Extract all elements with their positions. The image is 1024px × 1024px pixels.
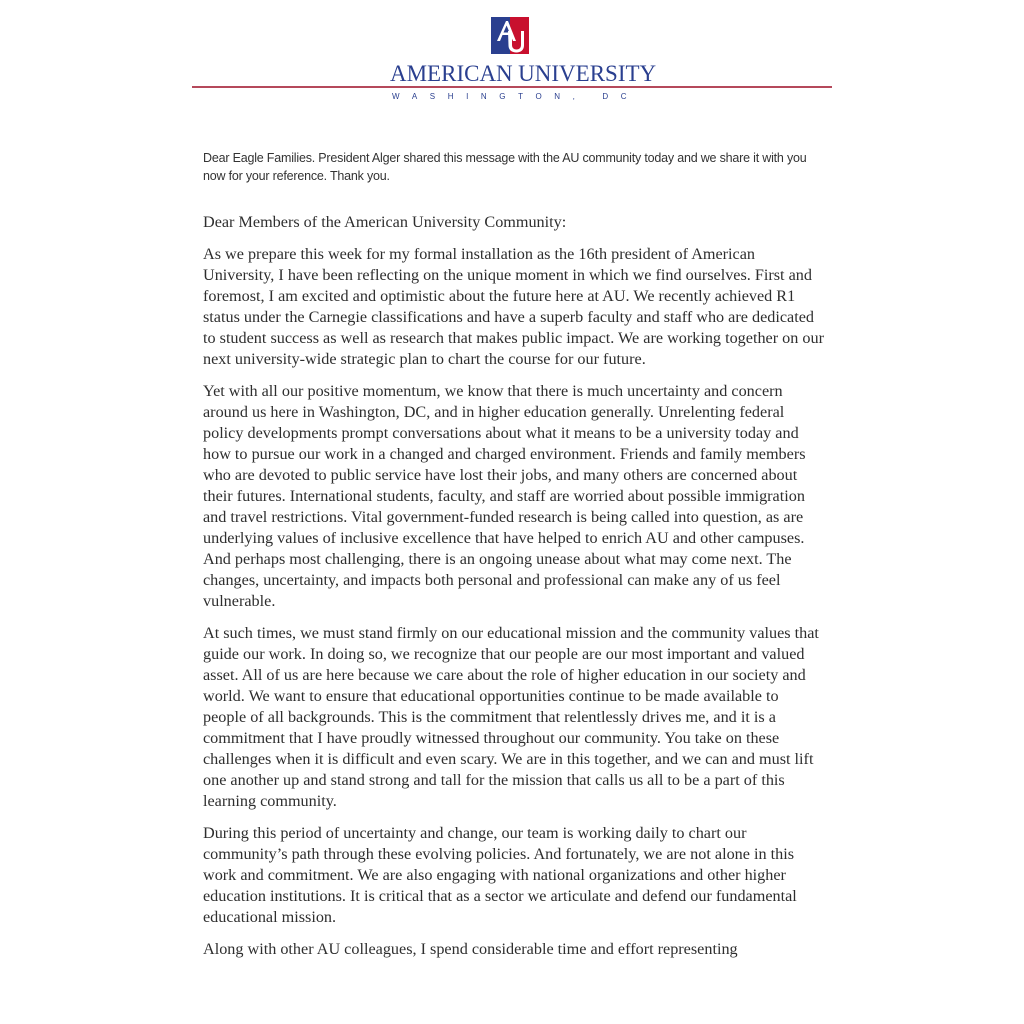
- wordmark-first: AMERICAN: [390, 61, 513, 86]
- university-wordmark: [390, 61, 657, 86]
- letter-paragraph: At such times, we must stand firmly on our educational mission and the community values that guide our work. In doing so, we recognize that our people are our most important and valued asset. All of us are here because we care about the role of higher education in our society and world. We want to ensure that educational opportunities continue to be made available to people of all backgrounds. This is the commitment that relentlessly drives me, and it is a commitment that I have proudly witnessed throughout our community. You take on these challenges when it is difficult and even scary. We are in this together, and we can and must lift one another up and stand strong and tall for the mission that calls us all to be a part of this learning community.: [203, 624, 819, 810]
- letter-greeting: Dear Members of the American University Community:: [203, 213, 567, 231]
- au-monogram-icon: [491, 17, 529, 54]
- letter-paragraph: Yet with all our positive momentum, we know that there is much uncertainty and concern around us here in Washington, DC, and in higher education generally. Unrelenting federal policy developments prompt conversations about what it means to be a university today and how to pursue our work in a changed and charged environment. Friends and family members who are devoted to public service have lost their jobs, and many others are concerned about their futures. International students, faculty, and staff are worried about possible immigration and travel restrictions. Vital government-funded research is being called into question, as are underlying values of inclusive excellence that have helped to enrich AU and other campuses. And perhaps most challenging, there is an ongoing unease about what may come next. The changes, uncertainty, and impacts both personal and professional can make any of us feel vulnerable.: [203, 382, 806, 610]
- intro-note: Dear Eagle Families. President Alger shared this message with the AU community today and we share it with you now for your reference. Thank you.: [203, 151, 807, 183]
- letter-paragraph: During this period of uncertainty and change, our team is working daily to chart our community’s path through these evolving policies. And fortunately, we are not alone in this work and commitment. We are also engaging with national organizations and other higher education institutions. It is critical that as a sector we articulate and defend our fundamental educational mission.: [203, 824, 797, 926]
- letter-body: [203, 212, 825, 971]
- location-subline: WASHINGTON, DC: [392, 92, 640, 101]
- wordmark-second: UNIVERSITY: [518, 61, 657, 86]
- header: [0, 0, 1024, 110]
- letter-paragraph: Along with other AU colleagues, I spend considerable time and effort representing: [203, 940, 738, 958]
- header-divider: [192, 86, 832, 88]
- letter-paragraph: As we prepare this week for my formal installation as the 16th president of American University, I have been reflecting on the unique moment in which we find ourselves. First and foremost, I am excited and optimistic about the future here at AU. We recently achieved R1 status under the Carnegie classifications and have a superb faculty and staff who are dedicated to student success as well as research that makes public impact. We are working together on our next university-wide strategic plan to chart the course for our future.: [203, 245, 824, 368]
- au-logo-icon: [491, 17, 529, 54]
